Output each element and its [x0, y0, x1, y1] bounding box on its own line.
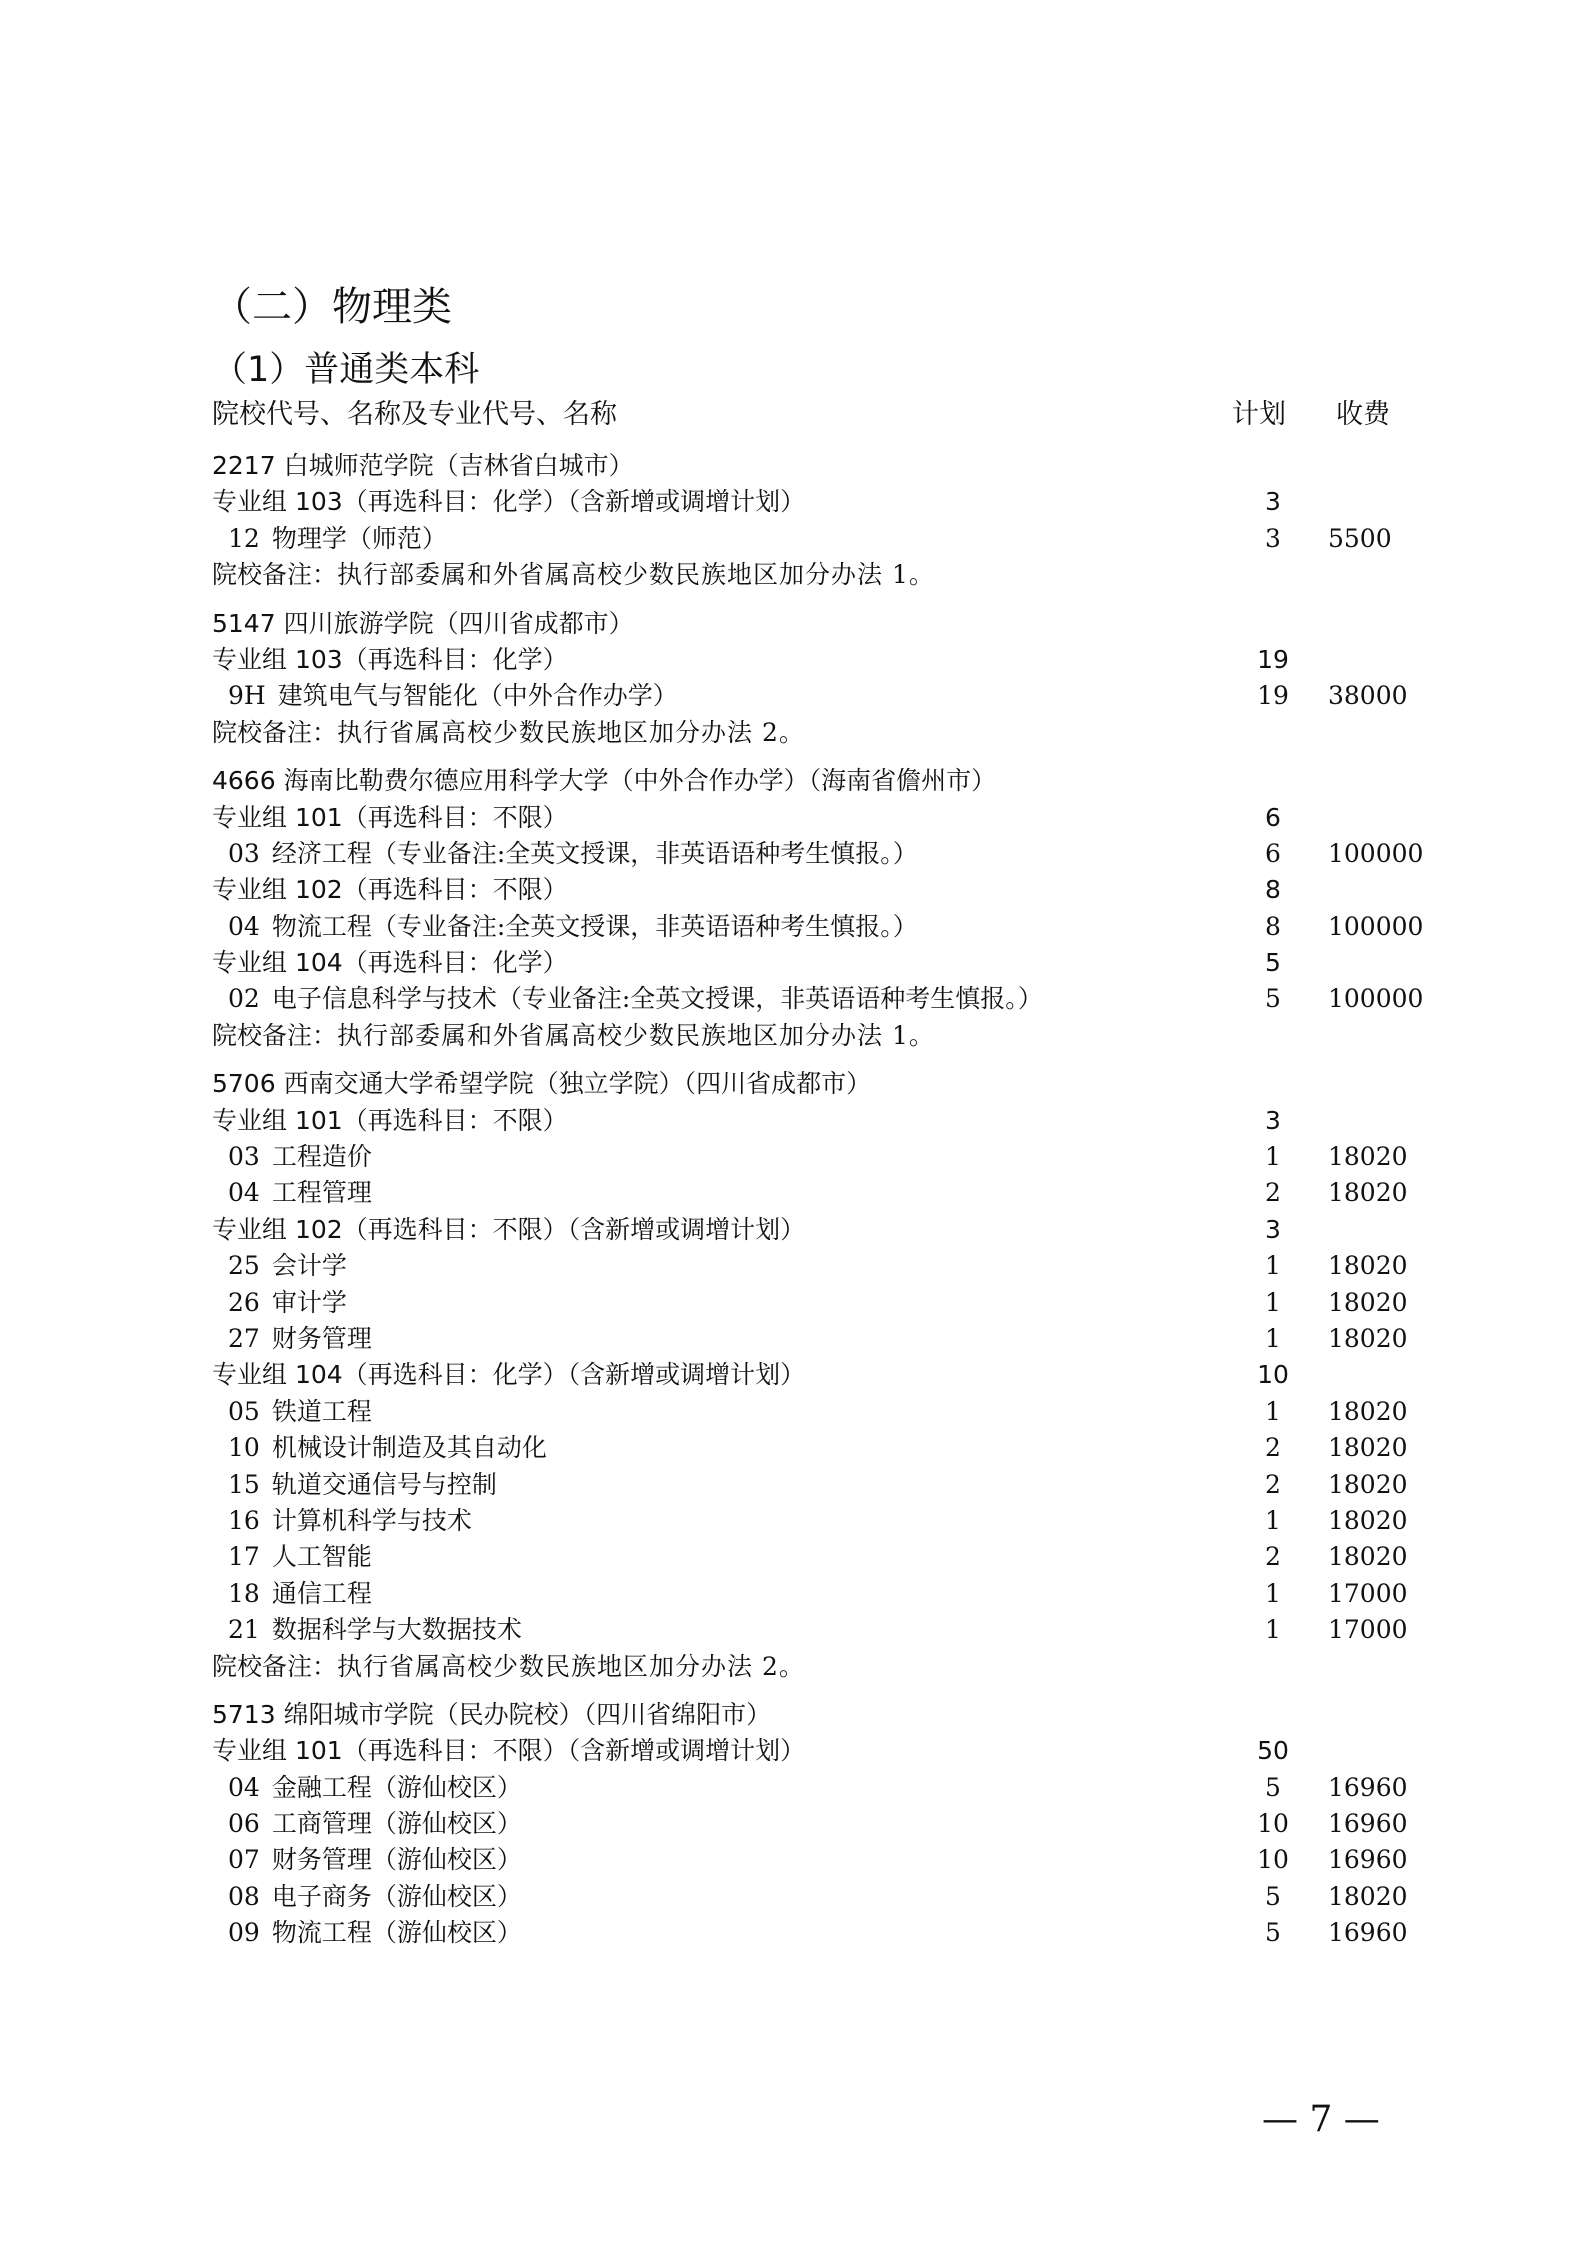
- major-row: [212, 678, 1432, 714]
- major-fee: 18020: [1328, 1881, 1408, 1911]
- major-row: [212, 1503, 1432, 1539]
- institution-title-row: [212, 1066, 1432, 1102]
- major-group-title: 专业组 104（再选科目：化学）（含新增或调增计划）: [212, 1360, 806, 1390]
- major-plan: 19: [1257, 681, 1289, 711]
- major-label: [228, 1879, 522, 1915]
- major-name: 机械设计制造及其自动化: [271, 1433, 547, 1463]
- major-plan: 5: [1265, 1918, 1281, 1948]
- major-group-title: 专业组 103（再选科目：化学）: [212, 644, 568, 674]
- major-row: [212, 836, 1432, 872]
- major-code: 04: [228, 1178, 260, 1208]
- major-fee: 100000: [1328, 838, 1424, 868]
- page-number: — 7 —: [1262, 2099, 1380, 2140]
- major-row: [212, 1915, 1432, 1951]
- major-code: 06: [228, 1809, 260, 1839]
- major-fee: 18020: [1328, 1505, 1408, 1535]
- institution-note-row: [212, 715, 1432, 751]
- institution-note-text: 执行部委属和外省属高校少数民族地区加分办法 1。: [337, 560, 935, 590]
- major-label: [228, 1842, 522, 1878]
- institution-note-label: 院校备注：: [212, 1651, 338, 1681]
- institution-note-label: 院校备注：: [212, 1020, 338, 1050]
- major-code: 05: [228, 1396, 260, 1426]
- major-name: 审计学: [271, 1287, 347, 1317]
- major-group-plan: 8: [1265, 875, 1281, 905]
- major-name: 财务管理（游仙校区）: [271, 1845, 522, 1875]
- major-code: 04: [228, 1772, 260, 1802]
- institution-note-text: 执行省属高校少数民族地区加分办法 2。: [337, 717, 805, 747]
- major-group-row: [212, 872, 1432, 908]
- major-name: 建筑电气与智能化（中外合作办学）: [277, 681, 678, 711]
- major-group-row: [212, 642, 1432, 678]
- major-name: 物理学（师范）: [271, 523, 447, 553]
- major-label: [228, 521, 447, 557]
- major-code: 04: [228, 911, 260, 941]
- major-plan: 8: [1265, 911, 1281, 941]
- major-label: [228, 1248, 347, 1284]
- major-fee: 18020: [1328, 1469, 1408, 1499]
- major-label: [228, 1539, 372, 1575]
- institution-block: [212, 1066, 1432, 1685]
- major-name: 工商管理（游仙校区）: [271, 1809, 522, 1839]
- institution-block: [212, 606, 1432, 752]
- major-plan: 2: [1265, 1433, 1281, 1463]
- major-code: 15: [228, 1469, 260, 1499]
- major-row: [212, 909, 1432, 945]
- institution-title: 5713 绵阳城市学院（民办院校）（四川省绵阳市）: [212, 1699, 772, 1729]
- subsection-title: （1）普通类本科: [212, 350, 480, 390]
- major-group-plan: 50: [1257, 1736, 1289, 1766]
- major-plan: 1: [1265, 1578, 1281, 1608]
- institution-note: [212, 715, 805, 751]
- major-group-row: [212, 1103, 1432, 1139]
- major-label: [228, 1394, 372, 1430]
- major-code: 17: [228, 1542, 260, 1572]
- major-code: 10: [228, 1433, 260, 1463]
- major-plan: 2: [1265, 1178, 1281, 1208]
- major-group-plan: 3: [1265, 1105, 1281, 1135]
- major-group-title: 专业组 103（再选科目：化学）（含新增或调增计划）: [212, 487, 806, 517]
- institution-block: [212, 448, 1432, 594]
- major-fee: 18020: [1328, 1396, 1408, 1426]
- major-group-plan: 3: [1265, 487, 1281, 517]
- major-plan: 2: [1265, 1469, 1281, 1499]
- institution-title: 4666 海南比勒费尔德应用科学大学（中外合作办学）（海南省儋州市）: [212, 766, 997, 796]
- major-plan: 1: [1265, 1396, 1281, 1426]
- major-group-title: 专业组 102（再选科目：不限）（含新增或调增计划）: [212, 1214, 806, 1244]
- major-group-plan: 6: [1265, 802, 1281, 832]
- major-fee: 18020: [1328, 1251, 1408, 1281]
- institution-title-row: [212, 448, 1432, 484]
- major-fee: 18020: [1328, 1178, 1408, 1208]
- major-group-title: 专业组 101（再选科目：不限）（含新增或调增计划）: [212, 1736, 806, 1766]
- major-plan: 10: [1257, 1845, 1289, 1875]
- major-row: [212, 1467, 1432, 1503]
- major-code: 16: [228, 1505, 260, 1535]
- major-name: 数据科学与大数据技术: [271, 1615, 522, 1645]
- institution-note-row: [212, 1649, 1432, 1685]
- major-plan: 1: [1265, 1615, 1281, 1645]
- institution-title-row: [212, 1697, 1432, 1733]
- major-row: [212, 521, 1432, 557]
- institution-title: 5706 西南交通大学希望学院（独立学院）（四川省成都市）: [212, 1069, 872, 1099]
- major-group-title: 专业组 102（再选科目：不限）: [212, 875, 568, 905]
- major-label: [228, 1503, 472, 1539]
- major-plan: 2: [1265, 1542, 1281, 1572]
- major-group-title: 专业组 101（再选科目：不限）: [212, 802, 568, 832]
- column-header-fee: 收费: [1336, 399, 1390, 430]
- institution-note-row: [212, 557, 1432, 593]
- major-plan: 5: [1265, 984, 1281, 1014]
- major-row: [212, 1394, 1432, 1430]
- major-fee: 18020: [1328, 1142, 1408, 1172]
- institution-title-row: [212, 763, 1432, 799]
- major-row: [212, 1285, 1432, 1321]
- major-row: [212, 1539, 1432, 1575]
- major-group-row: [212, 945, 1432, 981]
- major-group-plan: 10: [1257, 1360, 1289, 1390]
- major-name: 工程造价: [271, 1142, 372, 1172]
- major-name: 铁道工程: [271, 1396, 372, 1426]
- major-group-plan: 19: [1257, 644, 1289, 674]
- major-row: [212, 1248, 1432, 1284]
- institution-title: 5147 四川旅游学院（四川省成都市）: [212, 608, 634, 638]
- major-plan: 1: [1265, 1251, 1281, 1281]
- major-code: 27: [228, 1323, 260, 1353]
- major-name: 物流工程（专业备注:全英文授课，非英语语种考生慎报。）: [271, 911, 918, 941]
- major-code: 18: [228, 1578, 260, 1608]
- major-row: [212, 1806, 1432, 1842]
- major-plan: 10: [1257, 1809, 1289, 1839]
- major-name: 轨道交通信号与控制: [271, 1469, 497, 1499]
- major-row: [212, 1576, 1432, 1612]
- major-name: 电子商务（游仙校区）: [271, 1881, 522, 1911]
- major-row: [212, 1175, 1432, 1211]
- major-fee: 16960: [1328, 1918, 1408, 1948]
- major-fee: 17000: [1328, 1578, 1408, 1608]
- institution-note-label: 院校备注：: [212, 560, 338, 590]
- major-name: 物流工程（游仙校区）: [271, 1918, 522, 1948]
- major-fee: 16960: [1328, 1772, 1408, 1802]
- major-label: [228, 909, 918, 945]
- institution-note: [212, 1649, 805, 1685]
- major-plan: 1: [1265, 1287, 1281, 1317]
- major-group-row: [212, 1357, 1432, 1393]
- institution-title-row: [212, 606, 1432, 642]
- major-code: 25: [228, 1251, 260, 1281]
- major-label: [228, 1139, 372, 1175]
- major-row: [212, 1879, 1432, 1915]
- major-code: 09: [228, 1918, 260, 1948]
- major-label: [228, 1285, 347, 1321]
- major-label: [228, 1612, 522, 1648]
- major-code: 07: [228, 1845, 260, 1875]
- institution-note-row: [212, 1018, 1432, 1054]
- column-header-name: 院校代号、名称及专业代号、名称: [212, 399, 617, 430]
- major-fee: 16960: [1328, 1845, 1408, 1875]
- major-name: 计算机科学与技术: [271, 1505, 472, 1535]
- major-label: [228, 836, 918, 872]
- major-row: [212, 1321, 1432, 1357]
- major-code: 26: [228, 1287, 260, 1317]
- major-row: [212, 981, 1432, 1017]
- major-group-plan: 3: [1265, 1214, 1281, 1244]
- institution-title: 2217 白城师范学院（吉林省白城市）: [212, 451, 634, 480]
- institution-block: [212, 763, 1432, 1054]
- major-code: 9H: [228, 681, 266, 711]
- major-fee: 16960: [1328, 1809, 1408, 1839]
- major-label: [228, 1770, 522, 1806]
- institution-note-label: 院校备注：: [212, 717, 338, 747]
- major-row: [212, 1139, 1432, 1175]
- major-name: 经济工程（专业备注:全英文授课，非英语语种考生慎报。）: [271, 838, 918, 868]
- major-plan: 1: [1265, 1142, 1281, 1172]
- major-row: [212, 1770, 1432, 1806]
- major-fee: 5500: [1328, 523, 1392, 553]
- major-row: [212, 1842, 1432, 1878]
- major-label: [228, 1806, 522, 1842]
- major-plan: 1: [1265, 1323, 1281, 1353]
- major-name: 财务管理: [271, 1323, 372, 1353]
- institution-block: [212, 1697, 1432, 1952]
- major-group-row: [212, 1212, 1432, 1248]
- major-label: [228, 1467, 497, 1503]
- major-fee: 38000: [1328, 681, 1408, 711]
- institution-note-text: 执行部委属和外省属高校少数民族地区加分办法 1。: [337, 1020, 935, 1050]
- major-row: [212, 1430, 1432, 1466]
- section-title: （二）物理类: [212, 284, 452, 330]
- major-label: [228, 981, 1043, 1017]
- major-code: 12: [228, 523, 260, 553]
- major-fee: 18020: [1328, 1542, 1408, 1572]
- major-name: 电子信息科学与技术（专业备注:全英文授课，非英语语种考生慎报。）: [271, 984, 1043, 1014]
- major-group-plan: 5: [1265, 948, 1281, 978]
- major-name: 工程管理: [271, 1178, 372, 1208]
- major-fee: 18020: [1328, 1323, 1408, 1353]
- institution-note: [212, 1018, 935, 1054]
- major-plan: 5: [1265, 1881, 1281, 1911]
- major-name: 金融工程（游仙校区）: [271, 1772, 522, 1802]
- major-code: 21: [228, 1615, 260, 1645]
- major-group-title: 专业组 104（再选科目：化学）: [212, 948, 568, 978]
- column-header: [212, 397, 1412, 433]
- column-header-plan: 计划: [1232, 399, 1286, 430]
- major-code: 03: [228, 838, 260, 868]
- major-group-row: [212, 484, 1432, 520]
- major-group-row: [212, 1733, 1432, 1769]
- major-label: [228, 1915, 522, 1951]
- major-row: [212, 1612, 1432, 1648]
- major-name: 人工智能: [271, 1542, 372, 1572]
- major-label: [228, 1175, 372, 1211]
- institution-note-text: 执行省属高校少数民族地区加分办法 2。: [337, 1651, 805, 1681]
- major-code: 08: [228, 1881, 260, 1911]
- major-fee: 100000: [1328, 911, 1424, 941]
- major-label: [228, 678, 678, 714]
- institution-note: [212, 557, 935, 593]
- major-plan: 6: [1265, 838, 1281, 868]
- major-fee: 17000: [1328, 1615, 1408, 1645]
- major-plan: 5: [1265, 1772, 1281, 1802]
- major-code: 02: [228, 984, 260, 1014]
- major-name: 通信工程: [271, 1578, 372, 1608]
- major-group-title: 专业组 101（再选科目：不限）: [212, 1105, 568, 1135]
- major-label: [228, 1430, 547, 1466]
- major-code: 03: [228, 1142, 260, 1172]
- major-group-row: [212, 800, 1432, 836]
- major-label: [228, 1321, 372, 1357]
- major-name: 会计学: [271, 1251, 347, 1281]
- major-fee: 18020: [1328, 1433, 1408, 1463]
- enrollment-plan-list: [212, 448, 1432, 1952]
- major-plan: 3: [1265, 523, 1281, 553]
- major-fee: 100000: [1328, 984, 1424, 1014]
- major-plan: 1: [1265, 1505, 1281, 1535]
- major-fee: 18020: [1328, 1287, 1408, 1317]
- major-label: [228, 1576, 372, 1612]
